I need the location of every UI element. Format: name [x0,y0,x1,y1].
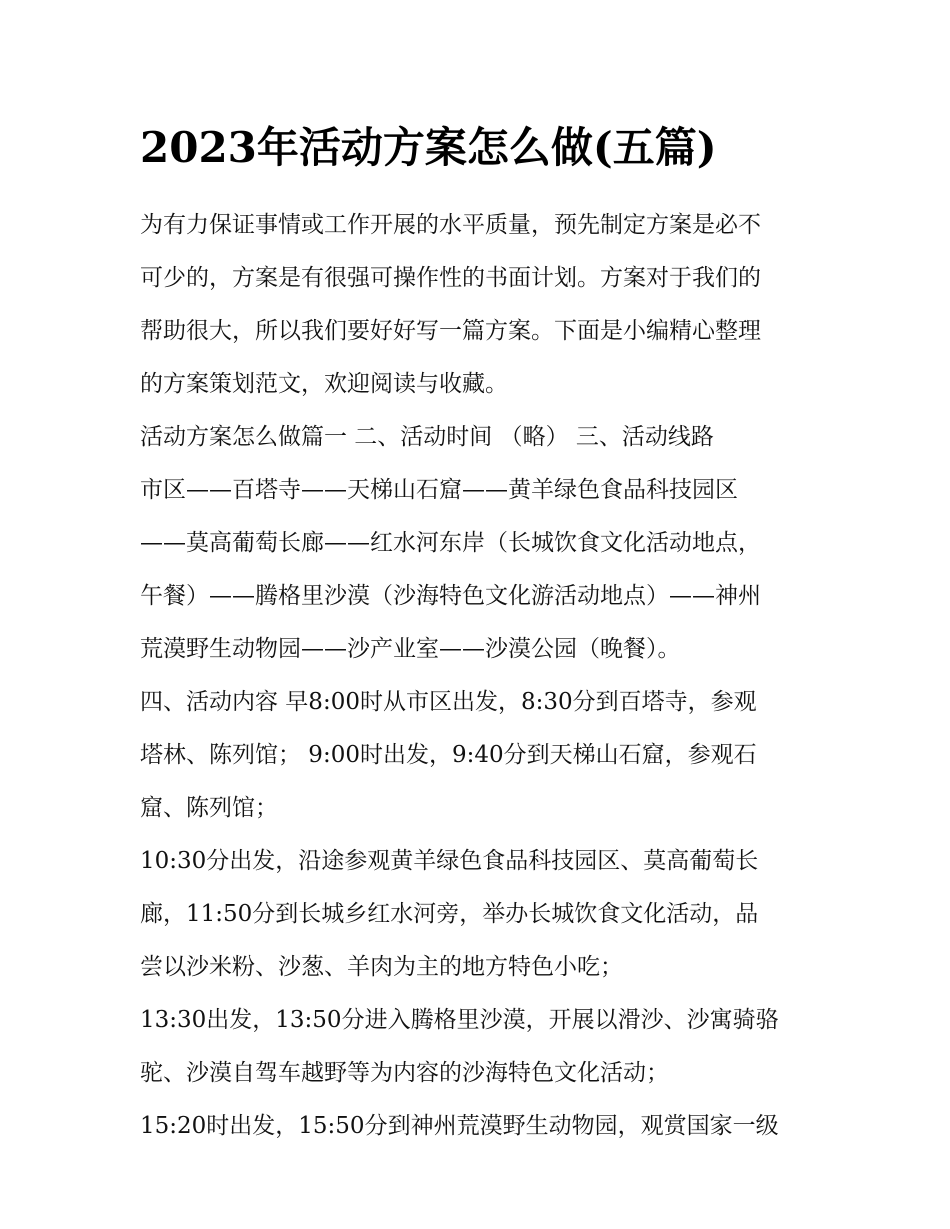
body-line: 13:30出发，13:50分进入腾格里沙漠，开展以滑沙、沙寓骑骆 [140,1007,779,1033]
body-line: 荒漠野生动物园——沙产业室——沙漠公园（晚餐）。 [140,636,681,662]
body-line: 帮助很大，所以我们要好好写一篇方案。下面是小编精心整理 [140,318,761,344]
document-body [140,199,812,1153]
body-line: 为有力保证事情或工作开展的水平质量，预先制定方案是必不 [140,212,761,238]
body-line: 驼、沙漠自驾车越野等为内容的沙海特色文化活动； [140,1060,669,1086]
body-line: 活动方案怎么做篇一 二、活动时间 （略） 三、活动线路 [140,424,714,450]
body-line: ——莫高葡萄长廊——红水河东岸（长城饮食文化活动地点， [140,530,761,556]
body-line: 市区——百塔寺——天梯山石窟——黄羊绿色食品科技园区 [140,477,738,503]
body-line: 塔林、陈列馆； 9:00时出发，9:40分到天梯山石窟，参观石 [140,742,757,768]
body-line: 窟、陈列馆； [140,795,278,821]
document-title: 2023年活动方案怎么做(五篇) [140,123,717,172]
body-line: 尝以沙米粉、沙葱、羊肉为主的地方特色小吃； [140,954,623,980]
body-line: 10:30分出发，沿途参观黄羊绿色食品科技园区、莫高葡萄长 [140,848,759,874]
body-line: 四、活动内容 早8:00时从市区出发，8:30分到百塔寺，参观 [140,689,757,715]
body-line: 15:20时出发，15:50分到神州荒漠野生动物园，观赏国家一级 [140,1113,779,1139]
body-line: 可少的，方案是有很强可操作性的书面计划。方案对于我们的 [140,265,761,291]
body-line: 午餐）——腾格里沙漠（沙海特色文化游活动地点）——神州 [140,583,761,609]
body-line: 廊，11:50分到长城乡红水河旁，举办长城饮食文化活动，品 [140,901,759,927]
body-line: 的方案策划范文，欢迎阅读与收藏。 [140,371,508,397]
